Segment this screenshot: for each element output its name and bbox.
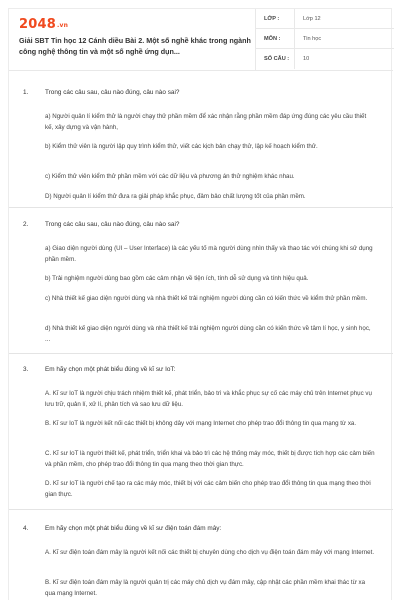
option: A. Kĩ sư IoT là người chịu trách nhiệm thiết kế, phát triển, bảo trì và khắc phục sự cố các máy chủ trên Internet phục vụ lưu trữ, quản lí, xử lí, phân tích và sao lưu dữ liệu. xyxy=(45,390,372,408)
document-header xyxy=(9,9,393,71)
question-text: Em hãy chọn một phát biểu đúng về kĩ sư IoT: xyxy=(45,366,176,373)
meta-value: Lớp 12 xyxy=(294,9,394,29)
question-number: 1. xyxy=(23,89,29,96)
option: A. Kĩ sư điện toán đám mây là người kết nối các thiết bị chuyên dùng cho dịch vụ điện toán đám mây với mạng Internet. xyxy=(45,549,375,556)
page-title: Giải SBT Tin học 12 Cánh diều Bài 2. Một số nghề khác trong ngành công nghệ thông tin và một số nghề ứng dụn... xyxy=(19,36,251,56)
meta-row-subject xyxy=(256,29,394,49)
option: B. Kĩ sư điện toán đám mây là người quản trị các máy chủ dịch vụ đám mây, cập nhật các phần mềm khai thác từ xa qua mạng Internet. xyxy=(45,579,366,597)
option: c) Kiểm thử viên kiểm thử phần mềm với các dữ liệu và phương án thử nghiệm khác nhau. xyxy=(45,173,295,180)
question-number: 2. xyxy=(23,221,29,228)
meta-row-grade xyxy=(256,9,394,29)
meta-table xyxy=(255,9,393,71)
question-text: Em hãy chọn một phát biểu đúng về kĩ sư điện toán đám mây: xyxy=(45,525,222,532)
option: a) Giao diện người dùng (UI – User Interface) là các yếu tố mà người dùng nhìn thấy và thao tác với chúng khi sử dụng phần mềm. xyxy=(45,245,373,263)
meta-label: SỐ CÂU : xyxy=(264,56,290,62)
option: D. Kĩ sư IoT là người chế tạo ra các máy móc, thiết bị với các cảm biến cho phép trao đổi thông tin qua mạng theo thời gian thực. xyxy=(45,480,371,498)
option: a) Người quản lí kiểm thử là người chạy thử phần mềm để xác nhận rằng phần mềm đáp ứng đúng các yêu cầu thiết kế, xây dựng và vận hành, xyxy=(45,113,367,131)
option: c) Nhà thiết kế giao diện người dùng và nhà thiết kế trải nghiệm người dùng cần có kiến thức về kiểm thử phần mềm. xyxy=(45,295,368,302)
question-text: Trong các câu sau, câu nào đúng, câu nào sai? xyxy=(45,89,180,96)
meta-value: Tin học xyxy=(294,29,394,49)
option: b) Kiểm thử viên là người lập quy trình kiểm thử, viết các kịch bản chạy thử, lập kế hoạch kiểm thử. xyxy=(45,143,318,150)
option: d) Nhà thiết kế giao diện người dùng và nhà thiết kế trải nghiệm người dùng cần có kiến thức về tâm lí học, y sinh học, ... xyxy=(45,325,371,343)
divider xyxy=(9,207,393,208)
document-sheet xyxy=(8,8,392,600)
option: b) Trải nghiệm người dùng bao gồm các cảm nhận về tiện ích, tính dễ sử dụng và tính hiệu quả. xyxy=(45,275,309,282)
meta-value: 10 xyxy=(294,49,394,69)
meta-label: LỚP : xyxy=(264,16,280,22)
meta-row-count xyxy=(256,49,394,69)
question-number: 4. xyxy=(23,525,29,532)
divider xyxy=(9,509,393,510)
option: B. Kĩ sư IoT là người kết nối các thiết bị không dây với mạng Internet cho phép trao đổi thông tin qua mạng từ xa. xyxy=(45,420,357,427)
option: D) Người quản lí kiểm thử đưa ra giải pháp khắc phục, đảm bảo chất lượng tốt của phần mềm. xyxy=(45,193,306,200)
option: C. Kĩ sư IoT là người thiết kế, phát triển, triển khai và bảo trì các hệ thống máy móc, thiết bị được tích hợp các cảm biến và phần mềm, cho phép trao đổi thông tin qua mạng theo thời gian thực. xyxy=(45,450,375,468)
question-text: Trong các câu sau, câu nào đúng, câu nào sai? xyxy=(45,221,180,228)
site-logo[interactable]: 2048.vn xyxy=(19,17,69,32)
question-number: 3. xyxy=(23,366,29,373)
meta-label: MÔN : xyxy=(264,36,281,42)
divider xyxy=(9,353,393,354)
